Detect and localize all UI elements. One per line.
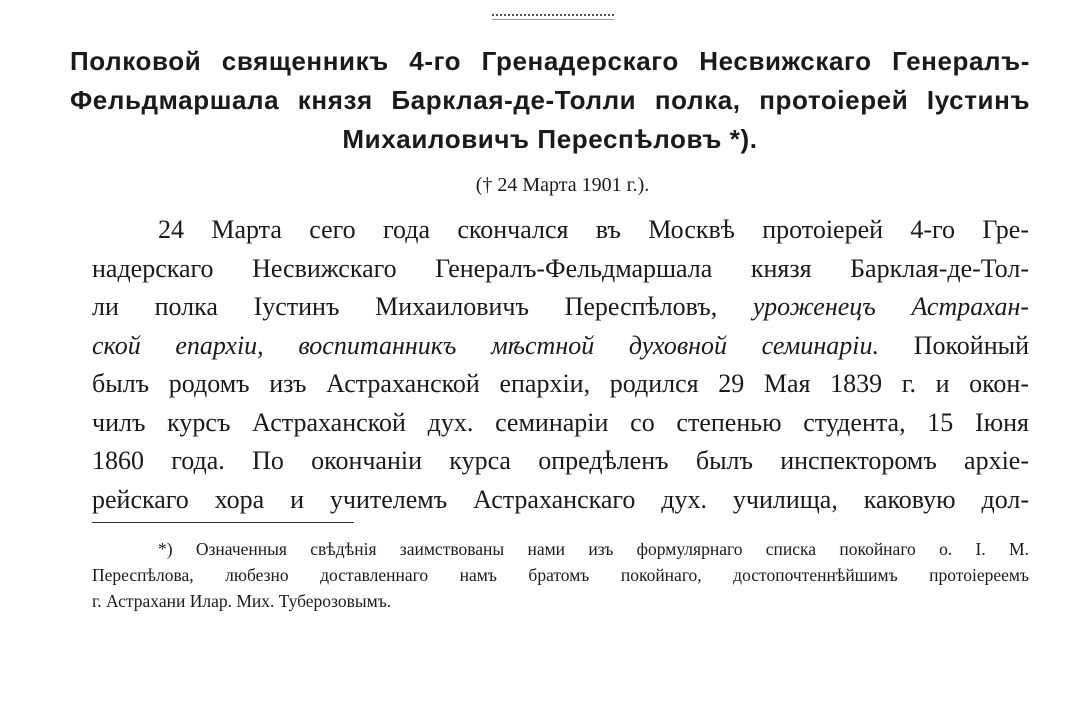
body-line (92, 288, 1029, 327)
death-date: († 24 Марта 1901 г.). (475, 174, 650, 196)
body-text-italic: ской епархіи, воспитанникъ мѣстной духовной семинаріи. (92, 330, 879, 360)
article-heading (70, 42, 1030, 159)
body-text-plain: Покойный (913, 330, 1029, 360)
body-text (92, 211, 1029, 519)
body-text-italic: уроженецъ Астрахан- (752, 292, 1030, 321)
body-text-plain: ли полка Іустинъ Михаиловичъ Переспѣловъ, (92, 292, 718, 321)
body-line: надерскаго Несвижскаго Генералъ-Фельдмаршала князя Барклая-де-Тол- (92, 253, 1029, 283)
body-line (92, 327, 1029, 366)
footnote-divider (92, 522, 354, 523)
top-ornament-rule (492, 14, 614, 20)
footnote-line: г. Астрахани Илар. Мих. Туберозовымъ. (92, 591, 392, 611)
body-line: чилъ курсъ Астраханской дух. семинаріи со степенью студента, 15 Іюня (92, 407, 1029, 437)
heading-line: Полковой священникъ 4-го Гренадерскаго Несвижскаго Генералъ- (70, 46, 1030, 76)
footnote-line: *) Означенныя свѣдѣнія заимствованы нами изъ формулярнаго списка покойнаго о. І. М. (158, 539, 1029, 559)
heading-line: Михаиловичъ Переспѣловъ *). (342, 124, 758, 154)
body-line: 1860 года. По окончаніи курса опредѣленъ былъ инспекторомъ архіе- (92, 446, 1029, 475)
footnote-line: Переспѣлова, любезно доставленнаго намъ братомъ покойнаго, достопочтеннѣйшимъ протоіереемъ (92, 565, 1029, 585)
heading-line: Фельдмаршала князя Барклая-де-Толли полка, протоіерей Іустинъ (70, 85, 1030, 115)
body-line: рейскаго хора и учителемъ Астраханскаго дух. училища, каковую дол- (92, 484, 1029, 514)
footnote (92, 536, 1029, 614)
body-line: 24 Марта сего года скончался въ Москвѣ протоіерей 4-го Гре- (158, 215, 1029, 244)
body-line: былъ родомъ изъ Астраханской епархіи, родился 29 Мая 1839 г. и окон- (92, 369, 1029, 398)
